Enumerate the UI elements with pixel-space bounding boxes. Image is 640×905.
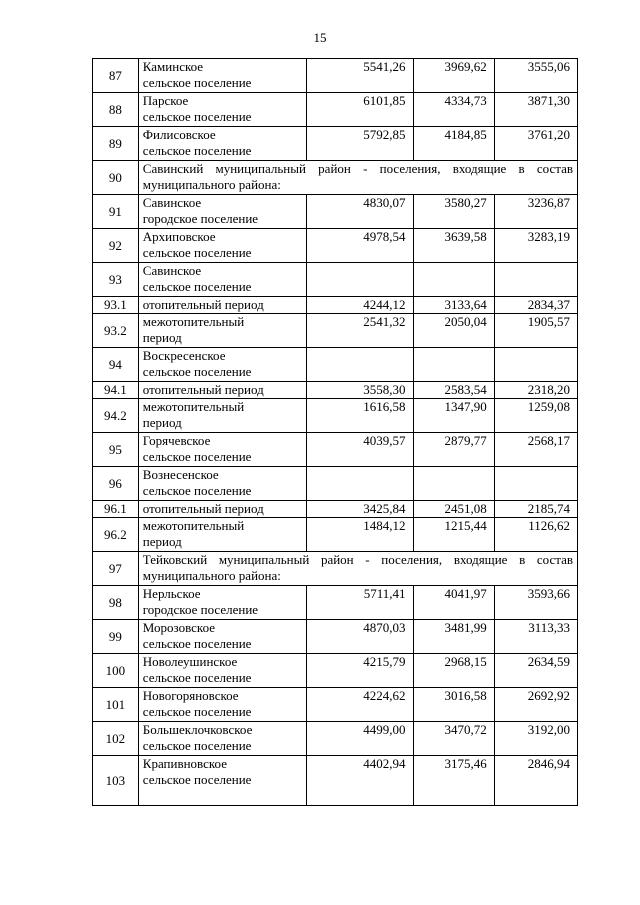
value-2: 2968,15 [413, 654, 494, 688]
value-1: 4402,94 [307, 756, 413, 806]
settlement-name: Морозовское сельское поселение [138, 620, 307, 654]
value-1: 1484,12 [307, 518, 413, 552]
settlement-name: Парское сельское поселение [138, 93, 307, 127]
value-1 [307, 263, 413, 297]
table-row [93, 433, 578, 467]
value-3: 2834,37 [494, 297, 577, 314]
page-number: 15 [313, 30, 327, 45]
row-number: 88 [93, 93, 139, 127]
table-row [93, 127, 578, 161]
settlement-name: Новогоряновское сельское поселение [138, 688, 307, 722]
value-3: 3871,30 [494, 93, 577, 127]
settlement-name: отопительный период [138, 501, 307, 518]
value-2: 2879,77 [413, 433, 494, 467]
value-3 [494, 467, 577, 501]
row-number: 97 [93, 552, 139, 586]
value-3: 2846,94 [494, 756, 577, 806]
value-3: 1905,57 [494, 314, 577, 348]
value-2: 3969,62 [413, 59, 494, 93]
value-2: 3580,27 [413, 195, 494, 229]
settlement-name: Горячевское сельское поселение [138, 433, 307, 467]
value-1: 5541,26 [307, 59, 413, 93]
tariff-table [92, 58, 578, 806]
row-number: 94.2 [93, 399, 139, 433]
table-row [93, 195, 578, 229]
value-1 [307, 348, 413, 382]
row-number: 95 [93, 433, 139, 467]
table-row [93, 348, 578, 382]
settlement-name: Крапивновское сельское поселение [138, 756, 307, 806]
value-2: 1215,44 [413, 518, 494, 552]
value-3: 3236,87 [494, 195, 577, 229]
value-1: 5792,85 [307, 127, 413, 161]
settlement-name: отопительный период [138, 382, 307, 399]
district-header: Савинский муниципальный район - поселения, входящие в состав муниципального района: [138, 161, 577, 195]
value-2: 3639,58 [413, 229, 494, 263]
value-2: 1347,90 [413, 399, 494, 433]
value-3: 3555,06 [494, 59, 577, 93]
row-number: 90 [93, 161, 139, 195]
settlement-name: Новолеушинское сельское поселение [138, 654, 307, 688]
row-number: 96.1 [93, 501, 139, 518]
value-3: 2634,59 [494, 654, 577, 688]
value-2 [413, 263, 494, 297]
table-row [93, 382, 578, 399]
value-2: 3481,99 [413, 620, 494, 654]
value-2 [413, 467, 494, 501]
row-number: 91 [93, 195, 139, 229]
table-row [93, 399, 578, 433]
value-2: 2050,04 [413, 314, 494, 348]
table-row [93, 688, 578, 722]
settlement-name: Архиповское сельское поселение [138, 229, 307, 263]
value-1: 3558,30 [307, 382, 413, 399]
value-2: 3133,64 [413, 297, 494, 314]
value-3: 2185,74 [494, 501, 577, 518]
settlement-name: межотопительный период [138, 518, 307, 552]
table-row [93, 297, 578, 314]
row-number: 101 [93, 688, 139, 722]
value-1: 4830,07 [307, 195, 413, 229]
table-row [93, 756, 578, 806]
value-1: 4224,62 [307, 688, 413, 722]
value-3: 3283,19 [494, 229, 577, 263]
value-1: 4870,03 [307, 620, 413, 654]
table-row [93, 654, 578, 688]
settlement-name: межотопительный период [138, 399, 307, 433]
settlement-name: Воскресенское сельское поселение [138, 348, 307, 382]
value-3: 1259,08 [494, 399, 577, 433]
value-2: 3016,58 [413, 688, 494, 722]
table-row [93, 314, 578, 348]
row-number: 92 [93, 229, 139, 263]
value-3: 3192,00 [494, 722, 577, 756]
settlement-name: Вознесенское сельское поселение [138, 467, 307, 501]
row-number: 100 [93, 654, 139, 688]
value-3: 2318,20 [494, 382, 577, 399]
table-row [93, 229, 578, 263]
row-number: 94.1 [93, 382, 139, 399]
row-number: 87 [93, 59, 139, 93]
value-2: 4041,97 [413, 586, 494, 620]
value-1: 4039,57 [307, 433, 413, 467]
value-3: 3593,66 [494, 586, 577, 620]
row-number: 94 [93, 348, 139, 382]
table-row [93, 93, 578, 127]
value-2 [413, 348, 494, 382]
settlement-name: Нерльское городское поселение [138, 586, 307, 620]
row-number: 93.1 [93, 297, 139, 314]
value-2: 3175,46 [413, 756, 494, 806]
settlement-name: Савинское сельское поселение [138, 263, 307, 297]
table-row [93, 161, 578, 195]
value-1: 2541,32 [307, 314, 413, 348]
value-1: 6101,85 [307, 93, 413, 127]
settlement-name: Каминское сельское поселение [138, 59, 307, 93]
row-number: 89 [93, 127, 139, 161]
value-3: 2568,17 [494, 433, 577, 467]
row-number: 93 [93, 263, 139, 297]
row-number: 98 [93, 586, 139, 620]
row-number: 103 [93, 756, 139, 806]
settlement-name: отопительный период [138, 297, 307, 314]
value-1: 3425,84 [307, 501, 413, 518]
table-row [93, 501, 578, 518]
value-1: 5711,41 [307, 586, 413, 620]
value-3: 3113,33 [494, 620, 577, 654]
value-3: 2692,92 [494, 688, 577, 722]
table-row [93, 552, 578, 586]
row-number: 93.2 [93, 314, 139, 348]
row-number: 102 [93, 722, 139, 756]
value-1: 4978,54 [307, 229, 413, 263]
value-1: 4499,00 [307, 722, 413, 756]
table-row [93, 518, 578, 552]
value-2: 3470,72 [413, 722, 494, 756]
table-row [93, 467, 578, 501]
table-row [93, 59, 578, 93]
row-number: 99 [93, 620, 139, 654]
value-2: 4184,85 [413, 127, 494, 161]
value-3: 1126,62 [494, 518, 577, 552]
value-2: 4334,73 [413, 93, 494, 127]
value-2: 2451,08 [413, 501, 494, 518]
row-number: 96.2 [93, 518, 139, 552]
value-1: 4244,12 [307, 297, 413, 314]
settlement-name: Савинское городское поселение [138, 195, 307, 229]
settlement-name: Большеклочковское сельское поселение [138, 722, 307, 756]
value-1: 1616,58 [307, 399, 413, 433]
settlement-name: межотопительный период [138, 314, 307, 348]
table-row [93, 620, 578, 654]
settlement-name: Филисовское сельское поселение [138, 127, 307, 161]
row-number: 96 [93, 467, 139, 501]
value-3 [494, 263, 577, 297]
district-header: Тейковский муниципальный район - поселения, входящие в состав муниципального района: [138, 552, 577, 586]
value-3 [494, 348, 577, 382]
value-3: 3761,20 [494, 127, 577, 161]
table-row [93, 722, 578, 756]
value-1: 4215,79 [307, 654, 413, 688]
table-row [93, 586, 578, 620]
table-row [93, 263, 578, 297]
value-1 [307, 467, 413, 501]
value-2: 2583,54 [413, 382, 494, 399]
